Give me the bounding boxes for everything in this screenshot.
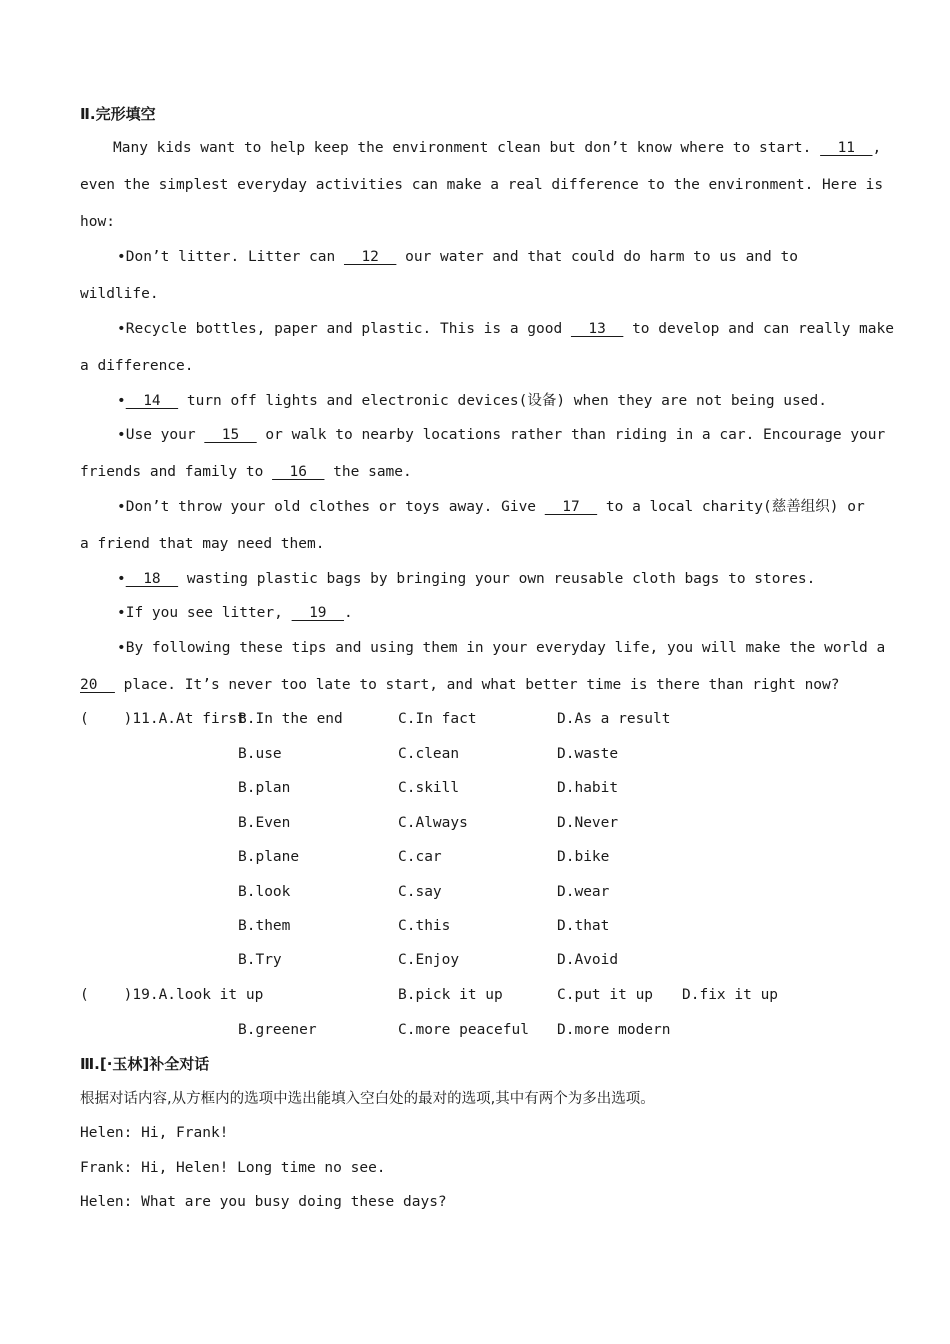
tip-2: •Recycle bottles, paper and plastic. This is a good 13 to develop and can really make <box>117 321 894 337</box>
option-d: D.As a result <box>557 711 671 727</box>
blank-17: 17 <box>544 499 598 515</box>
option-b: B.plane <box>238 849 300 865</box>
section-2-heading: Ⅱ.完形填空 <box>80 105 156 123</box>
option-d: D.habit <box>557 780 619 796</box>
tip-3: • 14 turn off lights and electronic devices(设备) when they are not being used. <box>117 393 827 409</box>
option-d: D.bike <box>557 849 610 865</box>
dialogue-line: Frank: Hi, Helen! Long time no see. <box>80 1160 386 1176</box>
option-c: C.put it up <box>557 987 654 1003</box>
tip-8: •By following these tips and using them in your everyday life, you will make the world a <box>117 640 886 656</box>
option-b: B.Try <box>238 952 282 968</box>
section-3-heading: Ⅲ.[·玉林]补全对话 <box>80 1055 210 1073</box>
option-b: B.plan <box>238 780 291 796</box>
passage-line: friends and family to 16 the same. <box>80 464 412 480</box>
option-c: C.clean <box>398 746 460 762</box>
blank-11: 11 <box>820 140 873 156</box>
blank-16: 16 <box>272 464 325 480</box>
option-c: C.Enjoy <box>398 952 460 968</box>
option-d: D.Never <box>557 815 619 831</box>
option-c: C.Always <box>398 815 468 831</box>
section-3-instruction: 根据对话内容,从方框内的选项中选出能填入空白处的最对的选项,其中有两个为多出选项。 <box>80 1091 655 1107</box>
option-b: B.look <box>238 884 291 900</box>
option-b: B.In the end <box>238 711 343 727</box>
option-b: B.use <box>238 746 282 762</box>
option-c: C.more peaceful <box>398 1022 529 1038</box>
blank-13: 13 <box>570 321 624 337</box>
tip-6: • 18 wasting plastic bags by bringing your own reusable cloth bags to stores. <box>117 571 816 587</box>
option-c: C.skill <box>398 780 460 796</box>
option-d: D.fix it up <box>682 987 779 1003</box>
blank-18: 18 <box>125 571 179 587</box>
tip-5: •Don’t throw your old clothes or toys away. Give 17 to a local charity(慈善组织) or <box>117 499 865 515</box>
dialogue-line: Helen: What are you busy doing these days? <box>80 1194 447 1210</box>
blank-14: 14 <box>125 393 179 409</box>
option-prefix-11: ( )11.A.At first <box>80 711 246 727</box>
option-d: D.that <box>557 918 610 934</box>
option-c: C.this <box>398 918 451 934</box>
passage-line: how: <box>80 214 115 230</box>
dialogue-line: Helen: Hi, Frank! <box>80 1125 229 1141</box>
passage-line: even the simplest everyday activities can make a real difference to the environment. Here is <box>80 177 884 193</box>
blank-20: 20 <box>80 677 115 693</box>
option-b: B.them <box>238 918 291 934</box>
tip-4: •Use your 15 or walk to nearby locations rather than riding in a car. Encourage your <box>117 427 886 443</box>
option-c: C.car <box>398 849 442 865</box>
option-d: D.waste <box>557 746 619 762</box>
passage-line: 20 place. It’s never too late to start, and what better time is there than right now? <box>80 677 840 693</box>
blank-15: 15 <box>204 427 257 443</box>
option-prefix-19: ( )19.A.look it up <box>80 987 264 1003</box>
option-b: B.pick it up <box>398 987 503 1003</box>
passage-line: a friend that may need them. <box>80 536 325 552</box>
option-c: C.In fact <box>398 711 477 727</box>
passage-line: wildlife. <box>80 286 159 302</box>
passage-line: a difference. <box>80 358 194 374</box>
blank-19: 19 <box>291 605 344 621</box>
option-d: D.wear <box>557 884 610 900</box>
option-d: D.Avoid <box>557 952 619 968</box>
blank-12: 12 <box>343 249 397 265</box>
passage-line: Many kids want to help keep the environment clean but don’t know where to start. 11 , <box>113 140 882 156</box>
option-b: B.Even <box>238 815 291 831</box>
tip-7: •If you see litter, 19 . <box>117 605 353 621</box>
option-b: B.greener <box>238 1022 317 1038</box>
option-c: C.say <box>398 884 442 900</box>
option-d: D.more modern <box>557 1022 671 1038</box>
tip-1: •Don’t litter. Litter can 12 our water and that could do harm to us and to <box>117 249 798 265</box>
